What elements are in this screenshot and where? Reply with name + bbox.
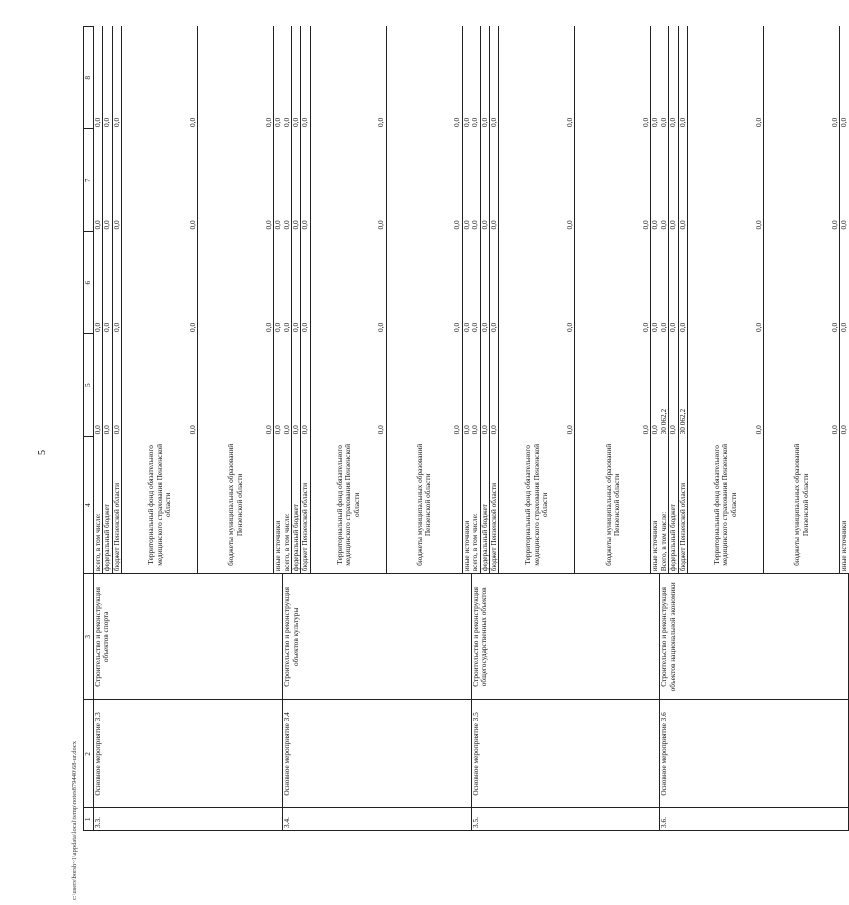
value-cell: 0,0	[94, 231, 103, 333]
funding-source-label: федеральный бюджет	[292, 436, 301, 573]
table-row	[471, 27, 660, 831]
value-cell: 30 062,2	[679, 334, 688, 436]
row-number: 3.4.	[283, 808, 472, 831]
value-cell: 0,0	[387, 231, 463, 333]
value-cell: 0,0	[387, 129, 463, 231]
value-cell: 0,0	[461, 117, 471, 127]
value-cell: 0,0	[461, 220, 471, 230]
value-cell: 0,0	[575, 129, 651, 231]
value-cell: 0,0	[679, 27, 688, 130]
value-cell: 0,0	[122, 334, 198, 436]
value-cell: 0,0	[471, 27, 480, 130]
value-cell: 0,0	[292, 334, 301, 436]
value-cell: 0,0	[679, 129, 688, 231]
value-cell: 0,0	[688, 129, 764, 231]
funding-source-label: бюджеты муниципальных образований Пензенской области	[764, 436, 840, 573]
funding-source-label: Территориальный фонд обязательного медицинского страхования Пензенской области	[122, 436, 198, 573]
funding-source-label: Всего, в том числе:	[660, 436, 669, 573]
funding-source-label: федеральный бюджет	[103, 436, 112, 573]
value-column-cell	[471, 334, 660, 436]
value-cell: 0,0	[283, 231, 292, 333]
value-cell: 0,0	[650, 117, 660, 127]
value-cell: 0,0	[650, 425, 660, 435]
value-cell: 0,0	[198, 231, 274, 333]
header-cell: 6	[84, 231, 94, 333]
value-cell: 0,0	[301, 27, 310, 130]
value-cell: 0,0	[273, 117, 283, 127]
value-cell: 0,0	[669, 334, 678, 436]
funding-source-label: иные источники	[839, 520, 849, 572]
value-cell: 0,0	[273, 322, 283, 332]
funding-source-label: Территориальный фонд обязательного медицинского страхования Пензенской области	[311, 436, 387, 573]
value-cell: 0,0	[669, 231, 678, 333]
value-cell: 0,0	[311, 129, 387, 231]
value-column-cell	[283, 334, 472, 436]
value-cell: 0,0	[311, 334, 387, 436]
header-cell: 8	[84, 27, 94, 130]
funding-source-label: Территориальный фонд обязательного медицинского страхования Пензенской области	[688, 436, 764, 573]
value-cell: 0,0	[575, 334, 651, 436]
value-cell: 0,0	[273, 220, 283, 230]
funding-sources-cell	[94, 436, 283, 573]
funding-source-label: бюджет Пензенской области	[490, 436, 499, 573]
value-cell: 0,0	[273, 425, 283, 435]
value-cell: 0,0	[292, 27, 301, 130]
funding-source-label: всего, в том числе:	[94, 436, 103, 573]
value-column-cell	[660, 129, 849, 231]
value-cell: 0,0	[113, 129, 122, 231]
value-column-cell	[94, 27, 283, 130]
value-cell: 30 062,2	[660, 334, 669, 436]
value-cell: 0,0	[283, 27, 292, 130]
value-column-cell	[471, 231, 660, 333]
funding-table	[83, 26, 849, 831]
value-column-cell	[471, 129, 660, 231]
value-cell: 0,0	[311, 27, 387, 130]
header-cell: 2	[84, 700, 94, 808]
header-cell: 5	[84, 334, 94, 436]
header-cell: 4	[84, 436, 94, 573]
value-cell: 0,0	[660, 129, 669, 231]
value-column-cell	[471, 27, 660, 130]
header-cell: 1	[84, 808, 94, 831]
value-cell: 0,0	[461, 425, 471, 435]
funding-source-label: бюджет Пензенской области	[679, 436, 688, 573]
value-column-cell	[283, 27, 472, 130]
funding-source-label: бюджет Пензенской области	[301, 436, 310, 573]
value-cell: 0,0	[113, 231, 122, 333]
row-number: 3.5.	[471, 808, 660, 831]
value-cell: 0,0	[481, 129, 490, 231]
value-cell: 0,0	[660, 27, 669, 130]
value-column-cell	[94, 129, 283, 231]
value-cell: 0,0	[839, 117, 849, 127]
value-cell: 0,0	[490, 27, 499, 130]
value-column-cell	[660, 27, 849, 130]
funding-sources-cell	[471, 436, 660, 573]
funding-source-label: Территориальный фонд обязательного медицинского страхования Пензенской области	[499, 436, 575, 573]
value-cell: 0,0	[103, 129, 112, 231]
value-cell: 0,0	[471, 231, 480, 333]
value-cell: 0,0	[481, 231, 490, 333]
event-name: Основное мероприятие 3.4	[283, 700, 472, 808]
value-column-cell	[283, 129, 472, 231]
funding-source-label: бюджеты муниципальных образований Пензенской области	[575, 436, 651, 573]
value-cell: 0,0	[94, 129, 103, 231]
funding-source-label: федеральный бюджет	[481, 436, 490, 573]
value-cell: 0,0	[839, 220, 849, 230]
value-cell: 0,0	[499, 129, 575, 231]
row-number: 3.3.	[94, 808, 283, 831]
value-cell: 0,0	[839, 322, 849, 332]
event-name: Основное мероприятие 3.6	[660, 700, 849, 808]
value-cell: 0,0	[292, 231, 301, 333]
funding-source-label: бюджет Пензенской области	[113, 436, 122, 573]
header-cell: 3	[84, 574, 94, 700]
object-name: Строительство и реконструкция общегосударственных объектов	[471, 574, 660, 700]
value-cell: 0,0	[122, 129, 198, 231]
event-name: Основное мероприятие 3.3	[94, 700, 283, 808]
value-cell: 0,0	[103, 334, 112, 436]
value-cell: 0,0	[481, 27, 490, 130]
value-cell: 0,0	[764, 334, 840, 436]
funding-source-label: иные источники	[650, 520, 660, 572]
funding-source-label: иные источники	[461, 520, 471, 572]
value-cell: 0,0	[575, 231, 651, 333]
value-cell: 0,0	[490, 231, 499, 333]
value-cell: 0,0	[688, 27, 764, 130]
funding-source-label: иные источники	[273, 520, 283, 572]
value-cell: 0,0	[461, 322, 471, 332]
value-cell: 0,0	[292, 129, 301, 231]
value-cell: 0,0	[660, 231, 669, 333]
value-cell: 0,0	[669, 129, 678, 231]
value-cell: 0,0	[283, 334, 292, 436]
funding-source-label: бюджеты муниципальных образований Пензенской области	[198, 436, 274, 573]
value-cell: 0,0	[764, 129, 840, 231]
value-cell: 0,0	[387, 27, 463, 130]
value-cell: 0,0	[499, 334, 575, 436]
funding-source-label: бюджеты муниципальных образований Пензенской области	[387, 436, 463, 573]
value-cell: 0,0	[499, 27, 575, 130]
value-cell: 0,0	[301, 231, 310, 333]
value-column-cell	[660, 334, 849, 436]
value-cell: 0,0	[103, 27, 112, 130]
value-cell: 0,0	[764, 231, 840, 333]
value-column-cell	[94, 231, 283, 333]
header-cell: 7	[84, 129, 94, 231]
value-cell: 0,0	[94, 334, 103, 436]
footer-file-path: c:\users\borsh~1\appdata\local\temp\notes879440\68-ur.docx	[71, 741, 78, 900]
funding-source-label: всего, в том числе:	[283, 436, 292, 573]
value-column-cell	[94, 334, 283, 436]
value-cell: 0,0	[490, 129, 499, 231]
table-row	[94, 27, 283, 831]
value-cell: 0,0	[471, 129, 480, 231]
value-cell: 0,0	[283, 129, 292, 231]
value-cell: 0,0	[481, 334, 490, 436]
value-cell: 0,0	[122, 27, 198, 130]
page-number: 5	[37, 450, 48, 455]
value-cell: 0,0	[490, 334, 499, 436]
value-cell: 0,0	[198, 27, 274, 130]
value-cell: 0,0	[471, 334, 480, 436]
value-cell: 0,0	[301, 334, 310, 436]
value-cell: 0,0	[198, 129, 274, 231]
value-cell: 0,0	[301, 129, 310, 231]
value-cell: 0,0	[839, 425, 849, 435]
funding-sources-cell	[283, 436, 472, 573]
funding-source-label: всего, в том числе:	[471, 436, 480, 573]
value-cell: 0,0	[688, 231, 764, 333]
value-cell: 0,0	[198, 334, 274, 436]
value-cell: 0,0	[103, 231, 112, 333]
value-cell: 0,0	[122, 231, 198, 333]
object-name: Строительство и реконструкция объектов спорта	[94, 574, 283, 700]
value-cell: 0,0	[499, 231, 575, 333]
value-cell: 0,0	[650, 322, 660, 332]
funding-source-label: федеральный бюджет	[669, 436, 678, 573]
value-cell: 0,0	[764, 27, 840, 130]
value-cell: 0,0	[113, 27, 122, 130]
table-row	[283, 27, 472, 831]
rotated-table-container	[83, 26, 849, 831]
value-cell: 0,0	[113, 334, 122, 436]
value-column-cell	[283, 231, 472, 333]
value-cell: 0,0	[669, 27, 678, 130]
value-cell: 0,0	[387, 334, 463, 436]
value-cell: 0,0	[94, 27, 103, 130]
funding-sources-cell	[660, 436, 849, 573]
value-cell: 0,0	[679, 231, 688, 333]
value-cell: 0,0	[575, 27, 651, 130]
table-row	[660, 27, 849, 831]
object-name: Строительство и реконструкция объектов культуры	[283, 574, 472, 700]
value-cell: 0,0	[650, 220, 660, 230]
object-name: Строительство и реконструкция объектов национальной экономики	[660, 574, 849, 700]
event-name: Основное мероприятие 3.5	[471, 700, 660, 808]
value-cell: 0,0	[688, 334, 764, 436]
value-column-cell	[660, 231, 849, 333]
header-row	[84, 27, 94, 831]
row-number: 3.6.	[660, 808, 849, 831]
value-cell: 0,0	[311, 231, 387, 333]
